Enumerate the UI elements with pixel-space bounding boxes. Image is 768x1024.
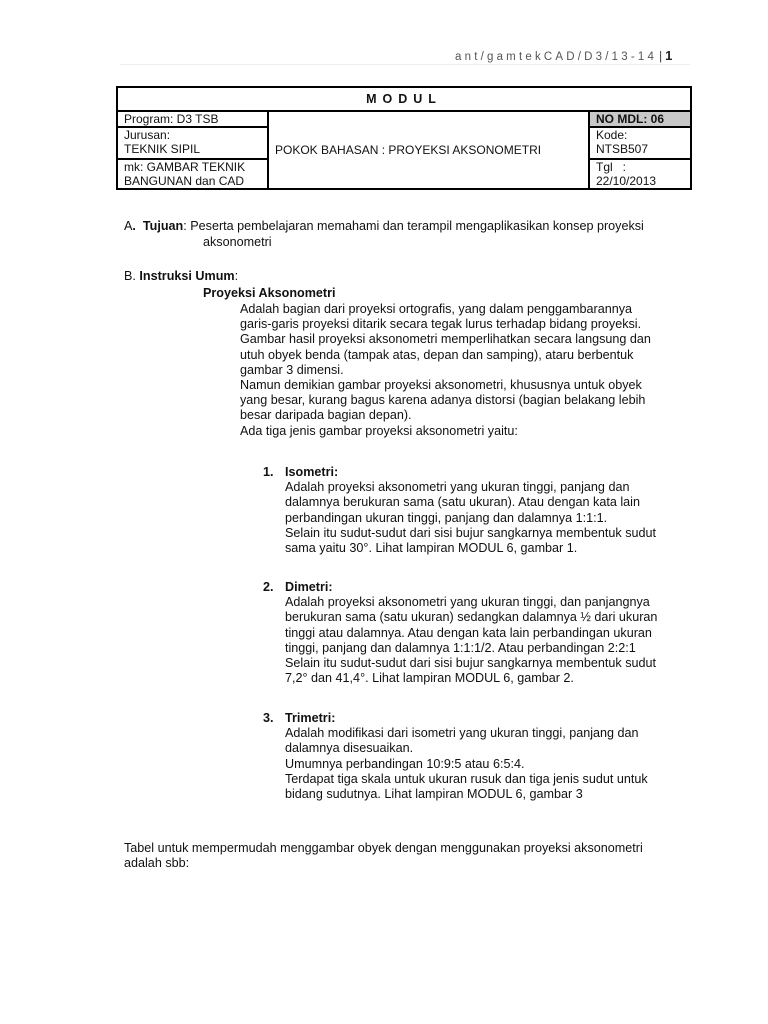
section-a-letter: A [124, 219, 133, 233]
jurusan-cell [117, 127, 268, 159]
item-2 [285, 580, 657, 686]
tgl-label: Tgl : [596, 160, 627, 174]
item-3-number: 3. [263, 711, 274, 725]
jurusan-value: TEKNIK SIPIL [124, 142, 201, 156]
item-line: sama yaitu 30°. Lihat lampiran MODUL 6, gambar 1. [285, 541, 578, 556]
item-line: Selain itu sudut-sudut dari sisi bujur sangkarnya membentuk sudut [285, 525, 657, 540]
section-b [124, 269, 238, 284]
item-line: Umumnya perbandingan 10:9:5 atau 6:5:4. [285, 756, 525, 771]
item-1-title: Isometri: [285, 465, 339, 479]
item-line: bidang sudutnya. Lihat lampiran MODUL 6, gambar 3 [285, 787, 583, 802]
paragraph-line: Gambar hasil proyeksi aksonometri memperlihatkan secara langsung dan [240, 332, 651, 347]
tgl-value: 22/10/2013 [596, 174, 657, 188]
intro-paragraph [240, 302, 651, 439]
section-b-label: Instruksi Umum [139, 269, 235, 283]
page-number: 1 [665, 48, 673, 63]
mk-cell [117, 159, 268, 189]
item-1 [285, 465, 656, 556]
item-line: perbandingan ukuran tinggi, panjang dan dalamnya 1:1:1. [285, 510, 608, 525]
item-2-number: 2. [263, 580, 274, 594]
item-line: Adalah modifikasi dari isometri yang ukuran tinggi, panjang dan [285, 726, 639, 741]
item-line: dalamnya disesuaikan. [285, 741, 414, 756]
paragraph-line: Namun demikian gambar proyeksi aksonometri, khususnya untuk obyek [240, 378, 642, 393]
section-a-text-2: aksonometri [203, 235, 272, 249]
item-line: tinggi atau dalamnya. Atau dengan kata lain perbandingan ukuran [285, 625, 652, 640]
section-a [124, 219, 644, 234]
tgl-cell [589, 159, 691, 189]
paragraph-line: garis-garis proyeksi ditarik secara tegak lurus terhadap bidang proyeksi. [240, 317, 642, 332]
item-line: Terdapat tiga skala untuk ukuran rusuk dan tiga jenis sudut untuk [285, 771, 648, 786]
modul-title: MODUL [117, 87, 691, 111]
item-2-title: Dimetri: [285, 580, 333, 594]
paragraph-line: gambar 3 dimensi. [240, 362, 344, 377]
pokok-bahasan-cell: POKOK BAHASAN : PROYEKSI AKSONOMETRI [268, 111, 589, 189]
paragraph-line: besar daripada bagian depan). [240, 408, 412, 423]
doc-code: ant/gamtekCAD/D3/13-14 [455, 51, 658, 63]
section-b-colon: : [234, 269, 239, 283]
paragraph-line: yang besar, kurang bagus karena adanya distorsi (bagian belakang lebih [240, 393, 646, 408]
program-cell: Program: D3 TSB [117, 111, 268, 127]
jurusan-label: Jurusan: [124, 128, 171, 142]
section-a-label: Tujuan [142, 219, 184, 233]
paragraph-line: Adalah bagian dari proyeksi ortografis, yang dalam penggambarannya [240, 302, 633, 316]
header-separator: | [659, 51, 663, 63]
item-line: Adalah proyeksi aksonometri yang ukuran tinggi, panjang dan [285, 480, 630, 495]
paragraph-line: utuh obyek benda (tampak atas, depan dan samping), ataru berbentuk [240, 347, 634, 362]
footer-line: Tabel untuk mempermudah menggambar obyek dengan menggunakan proyeksi aksonometri [124, 841, 643, 855]
item-1-number: 1. [263, 465, 274, 479]
no-mdl-cell: NO MDL: 06 [589, 111, 691, 127]
kode-value: NTSB507 [596, 142, 649, 156]
header-divider [120, 64, 690, 65]
kode-label: Kode: [596, 128, 628, 142]
item-line: Selain itu sudut-sudut dari sisi bujur sangkarnya membentuk sudut [285, 656, 657, 671]
modul-table [116, 86, 692, 190]
item-line: dalamnya berukuran sama (satu ukuran). Atau dengan kata lain [285, 495, 640, 510]
item-line: tinggi, panjang dan dalamnya 1:1:1/2. Atau perbandingan 2:2:1 [285, 640, 636, 655]
item-line: 7,2° dan 41,4°. Lihat lampiran MODUL 6, gambar 2. [285, 671, 574, 686]
mk-line-2: BANGUNAN dan CAD [124, 174, 245, 188]
section-b-subtitle: Proyeksi Aksonometri [203, 286, 336, 300]
footer-line: adalah sbb: [124, 856, 190, 871]
item-line: Adalah proyeksi aksonometri yang ukuran tinggi, dan panjangnya [285, 595, 650, 610]
item-3-title: Trimetri: [285, 711, 336, 725]
section-a-dot: . [132, 219, 136, 233]
section-b-letter: B. [124, 269, 136, 283]
item-3 [285, 711, 648, 802]
paragraph-line: Ada tiga jenis gambar proyeksi aksonometri yaitu: [240, 423, 518, 438]
item-line: berukuran sama (satu ukuran) sedangkan dalamnya ½ dari ukuran [285, 610, 658, 625]
footer-paragraph [124, 841, 643, 871]
kode-cell [589, 127, 691, 159]
mk-line-1: mk: GAMBAR TEKNIK [124, 160, 246, 174]
section-a-text-1: : Peserta pembelajaran memahami dan terampil mengaplikasikan konsep proyeksi [183, 219, 644, 233]
page-header [455, 48, 672, 63]
